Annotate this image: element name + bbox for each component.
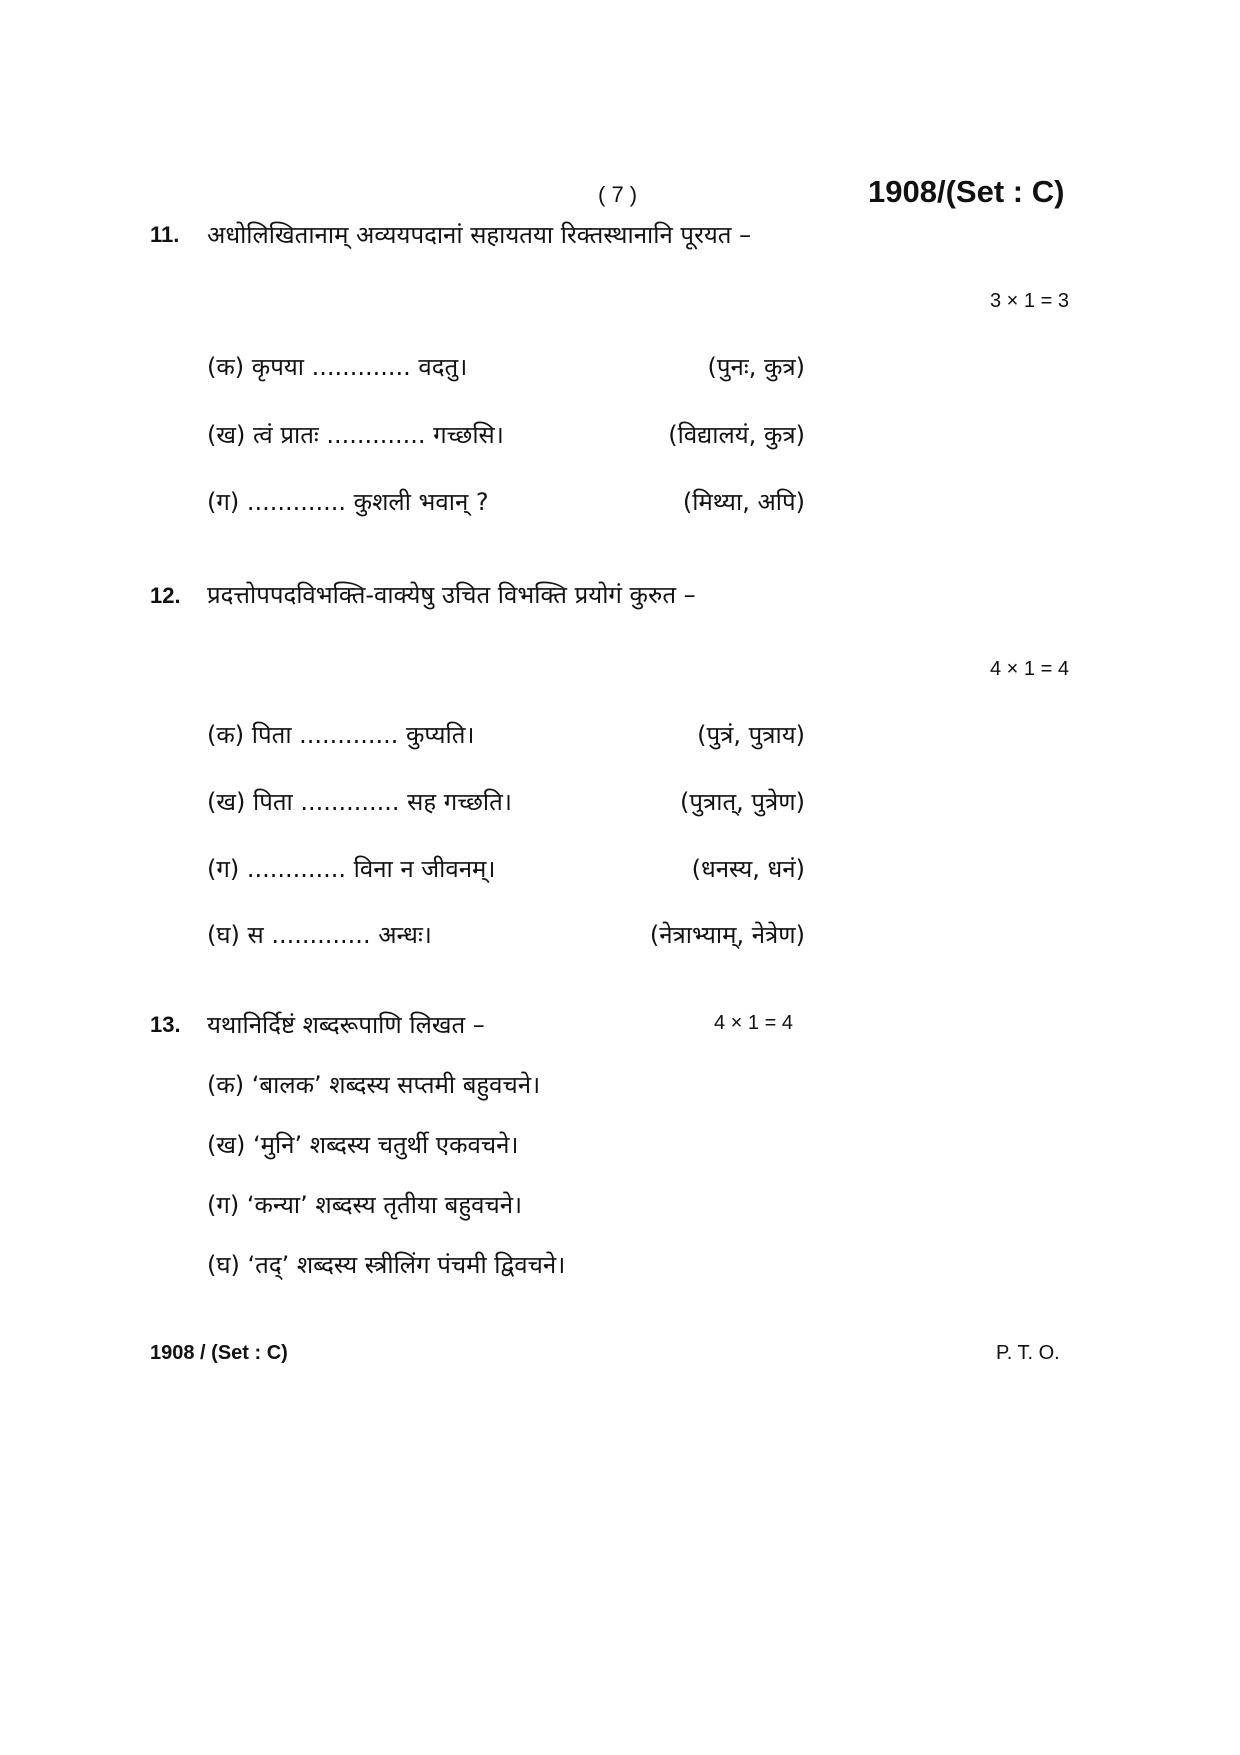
question-marks: 3 × 1 = 3 [990, 290, 1069, 312]
item-options: (विद्यालयं, कुत्र) [668, 421, 805, 449]
question-text: अधोलिखितानाम् अव्ययपदानां सहायतया रिक्तस्थानानि पूरयत – [207, 221, 752, 249]
item-options: (धनस्य, धनं) [691, 855, 805, 883]
question-item: (ख) पिता ............. सह गच्छति। [207, 788, 512, 816]
question-item: (ख) ‘मुनि’ शब्दस्य चतुर्थी एकवचने। [207, 1131, 519, 1159]
question-marks: 4 × 1 = 4 [714, 1012, 793, 1034]
question-item: (ग) ‘कन्या’ शब्दस्य तृतीया बहुवचने। [207, 1191, 523, 1219]
question-number: 11. [150, 222, 180, 247]
item-options: (पुत्रं, पुत्राय) [697, 721, 805, 749]
question-number: 12. [150, 583, 181, 608]
question-item: (ख) त्वं प्रातः ............. गच्छसि। [207, 421, 504, 449]
item-options: (पुत्रात्, पुत्रेण) [680, 788, 805, 816]
pto-label: P. T. O. [996, 1342, 1060, 1364]
question-number: 13. [150, 1012, 181, 1037]
question-text: यथानिर्दिष्टं शब्दरूपाणि लिखत – [207, 1011, 485, 1039]
page-number: ( 7 ) [598, 182, 638, 207]
question-item: (घ) ‘तद्’ शब्दस्य स्त्रीलिंग पंचमी द्विवचने। [207, 1251, 566, 1279]
item-options: (नेत्राभ्याम्, नेत्रेण) [649, 921, 805, 949]
item-options: (मिथ्या, अपि) [682, 488, 805, 516]
question-item: (क) कृपया ............. वदतु। [207, 353, 468, 381]
question-item: (ग) ............. कुशली भवान् ? [207, 488, 489, 516]
question-item: (ग) ............. विना न जीवनम्। [207, 855, 496, 883]
question-item: (क) ‘बालक’ शब्दस्य सप्तमी बहुवचने। [207, 1071, 541, 1099]
question-text: प्रदत्तोपपदविभक्ति-वाक्येषु उचित विभक्ति प्रयोगं कुरुत – [207, 581, 696, 609]
question-item: (क) पिता ............. कुप्यति। [207, 721, 475, 749]
set-code-footer: 1908 / (Set : C) [150, 1342, 288, 1364]
question-item: (घ) स ............. अन्धः। [207, 921, 432, 949]
item-options: (पुनः, कुत्र) [707, 353, 805, 381]
set-code-header: 1908/(Set : C) [868, 174, 1065, 209]
question-marks: 4 × 1 = 4 [990, 658, 1069, 680]
